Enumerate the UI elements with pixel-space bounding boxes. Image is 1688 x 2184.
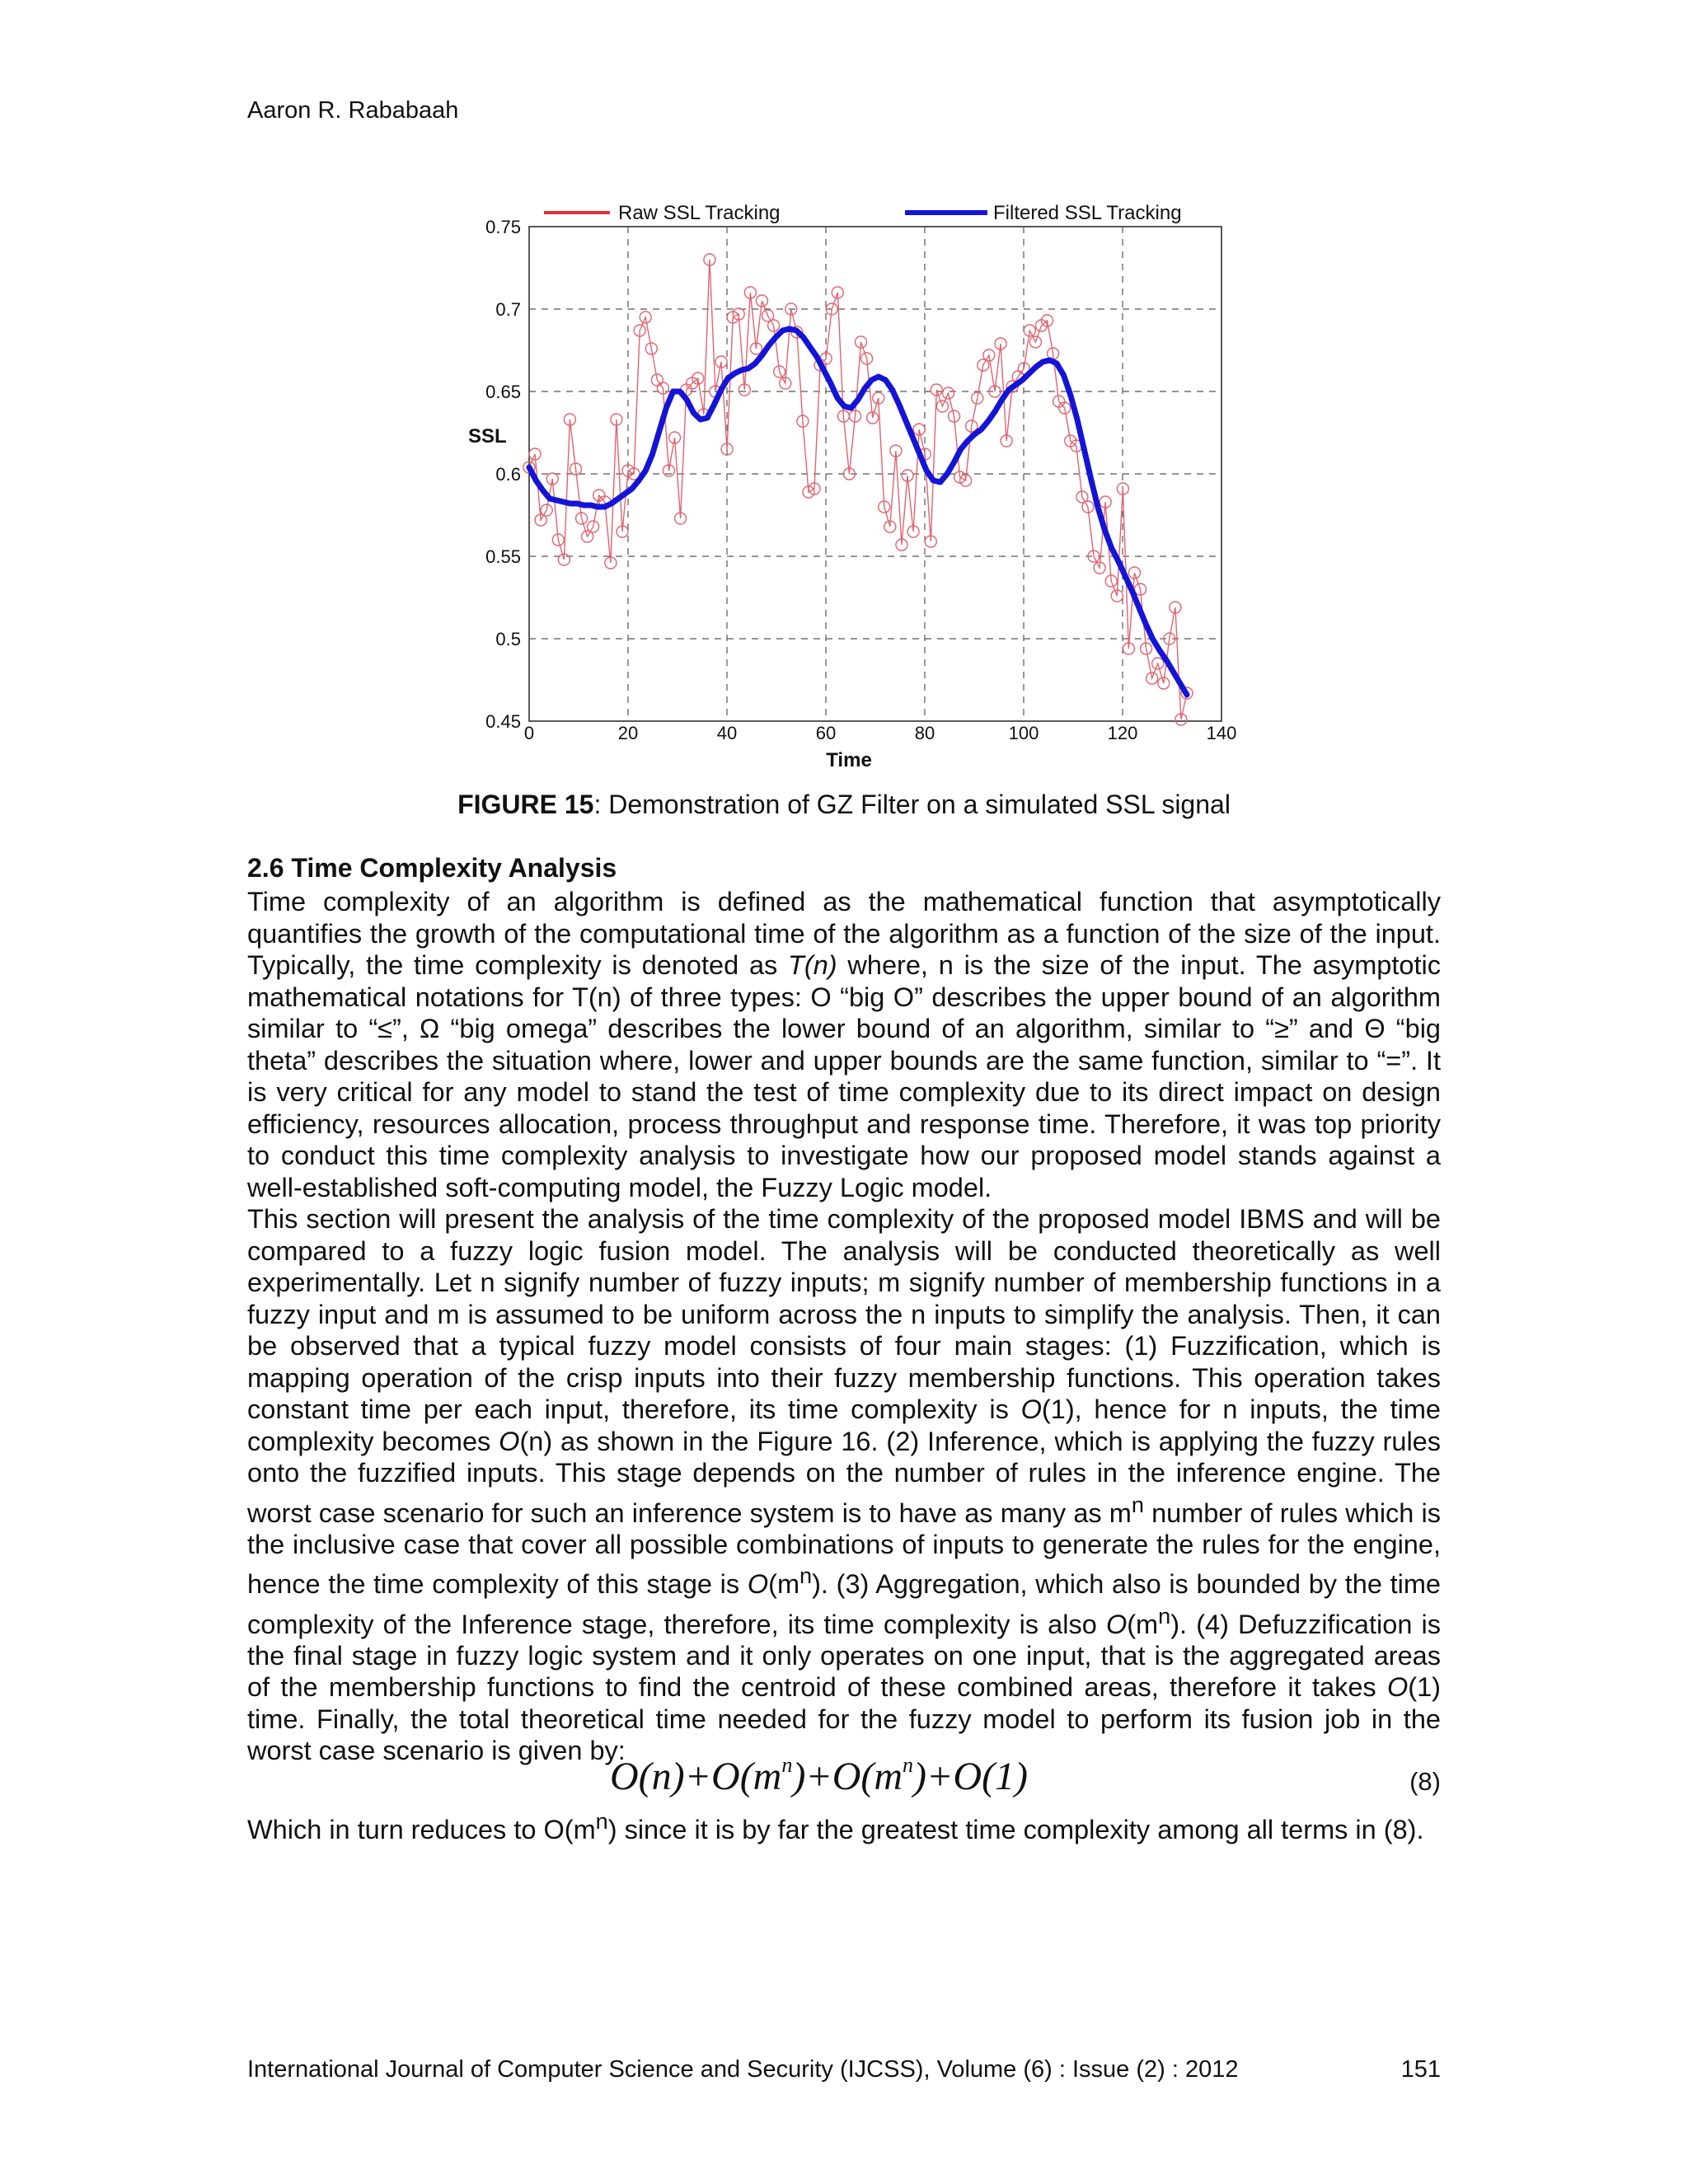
section-heading: 2.6 Time Complexity Analysis bbox=[247, 853, 617, 883]
y-tick-label: 0.75 bbox=[485, 217, 521, 237]
y-tick-label: 0.55 bbox=[485, 546, 521, 567]
x-tick-label: 80 bbox=[914, 723, 935, 743]
para1b-text: where, n is the size of the input. The asymptotic mathematical notations for T(n) of three types: O “big O” describes the upper bound of an algorithm similar to “≤”, Ω “big omega” describes the lower bound of an algorithm, similar to “≥” and Θ “big theta” describes the situation where, lower and upper bounds are the same function, similar to “=”. It is very critical for any model to stand the test of time complexity due to its direct impact on design efficiency, resources allocation, process throughput and response time. Therefore, it was top priority to conduct this time complexity analysis to investigate how our proposed model stands against a well-established soft-computing model, the Fuzzy Logic model. bbox=[247, 950, 1441, 1202]
para2b-text: (1), hence for n inputs, the time complexity becomes bbox=[247, 1394, 1442, 1456]
equation-number: (8) bbox=[1409, 1767, 1441, 1796]
para2c-text: (n) as shown in the Figure 16. (2) Inference, which is applying the fuzzy rules onto the fuzzified inputs. This stage depends on the number of rules in the inference engine. The worst case scenario for such an inference system is to have as many as m bbox=[247, 1426, 1441, 1528]
eq-part: O(n)+O(m bbox=[610, 1755, 782, 1798]
para2i-text: (1) time. Finally, the total theoretical time needed for the fuzzy model to perform its fusion job in the worst case scenario is given by: bbox=[247, 1672, 1441, 1766]
on-notation: O bbox=[499, 1426, 520, 1456]
o1b-notation: O bbox=[1386, 1672, 1409, 1703]
equation-body bbox=[610, 1754, 1028, 1799]
figure-caption-text: : Demonstration of GZ Filter on a simulated SSL signal bbox=[593, 790, 1231, 819]
eq-sup: n bbox=[903, 1753, 914, 1777]
eq-part: )+O(m bbox=[792, 1755, 903, 1798]
y-tick-label: 0.5 bbox=[495, 629, 521, 649]
paragraph-2 bbox=[247, 1203, 1441, 1767]
ssl-tracking-chart bbox=[453, 190, 1245, 783]
x-tick-label: 20 bbox=[617, 723, 639, 743]
body-text bbox=[247, 886, 1441, 1767]
sup-n: n bbox=[799, 1563, 813, 1589]
para1-text: Time complexity of an algorithm is defined as the mathematical function that asymptotically quantifies the growth of the computational time of the algorithm as a function of the size of the input. Typically, the time complexity is denoted as bbox=[247, 887, 1441, 980]
x-tick-label: 140 bbox=[1206, 723, 1237, 743]
figure-caption bbox=[0, 790, 1688, 820]
para2g-text: (m bbox=[1127, 1609, 1159, 1639]
sup-n: n bbox=[1158, 1602, 1171, 1629]
legend bbox=[544, 202, 1182, 224]
y-tick-label: 0.65 bbox=[485, 382, 521, 402]
x-tick-label: 60 bbox=[815, 723, 837, 743]
x-tick-label: 0 bbox=[523, 723, 535, 743]
running-head-author: Aaron R. Rababaah bbox=[247, 97, 459, 124]
y-tick-label: 0.7 bbox=[495, 299, 521, 320]
x-tick-labels bbox=[524, 723, 1236, 743]
para2h-text: ). (4) Defuzzification is the final stage in fuzzy logic system and it only operates on one input, that is the aggregated areas of the membership functions to find the centroid of these combined areas, therefore it takes bbox=[247, 1609, 1441, 1703]
after-b: ) since it is by far the greatest time complexity among all terms in (8). bbox=[607, 1814, 1424, 1844]
paragraph-3 bbox=[247, 1806, 1441, 1845]
x-tick-label: 100 bbox=[1008, 723, 1039, 743]
y-tick-label: 0.6 bbox=[495, 464, 521, 485]
para2f-text: ). (3) Aggregation, which also is bounded by the time complexity of the Inference stage, therefore, its time complexity is also bbox=[247, 1569, 1441, 1639]
y-axis-title: SSL bbox=[468, 425, 507, 448]
x-axis-title: Time bbox=[826, 749, 872, 771]
eq-sup: n bbox=[781, 1753, 793, 1777]
page-number: 151 bbox=[1400, 2056, 1441, 2083]
para2e-text: (m bbox=[768, 1569, 800, 1600]
after-a: Which in turn reduces to O(m bbox=[247, 1814, 596, 1844]
y-tick-label: 0.45 bbox=[485, 711, 521, 732]
legend-filtered-label: Filtered SSL Tracking bbox=[993, 202, 1182, 224]
omn1-notation: O bbox=[747, 1569, 769, 1600]
y-tick-labels bbox=[485, 217, 521, 732]
x-tick-label: 120 bbox=[1107, 723, 1138, 743]
equation-8 bbox=[247, 1754, 1441, 1803]
after-sup: n bbox=[595, 1808, 608, 1834]
figure-15 bbox=[453, 190, 1245, 783]
tn-notation: T(n) bbox=[788, 950, 837, 980]
x-tick-label: 40 bbox=[716, 723, 738, 743]
after-equation-text bbox=[247, 1806, 1441, 1845]
para2d-text: number of rules which is the inclusive case that cover all possible combinations of inputs to generate the rules for the engine, hence the time complexity of this stage is bbox=[247, 1497, 1442, 1600]
omn2-notation: O bbox=[1105, 1609, 1128, 1639]
footer-journal: International Journal of Computer Science and Security (IJCSS), Volume (6) : Issue (2) : 2012 bbox=[247, 2056, 1239, 2083]
eq-part: )+O(1) bbox=[913, 1755, 1029, 1798]
para2a-text: This section will present the analysis of the time complexity of the proposed model IBMS and will be compared to a fuzzy logic fusion model. The analysis will be conducted theoretically as well experimentally. Let n signify number of fuzzy inputs; m signify number of membership functions in a fuzzy input and m is assumed to be uniform across the n inputs to simplify the analysis. Then, it can be observed that a typical fuzzy model consists of four main stages: (1) Fuzzification, which is mapping operation of the crisp inputs into their fuzzy membership functions. This operation takes constant time per each input, therefore, its time complexity is bbox=[247, 1204, 1441, 1424]
sup-n: n bbox=[1131, 1491, 1144, 1517]
paragraph-1 bbox=[247, 886, 1441, 1203]
legend-raw-label: Raw SSL Tracking bbox=[618, 202, 781, 224]
figure-caption-label: FIGURE 15 bbox=[457, 790, 594, 819]
o1-notation: O bbox=[1020, 1394, 1042, 1424]
